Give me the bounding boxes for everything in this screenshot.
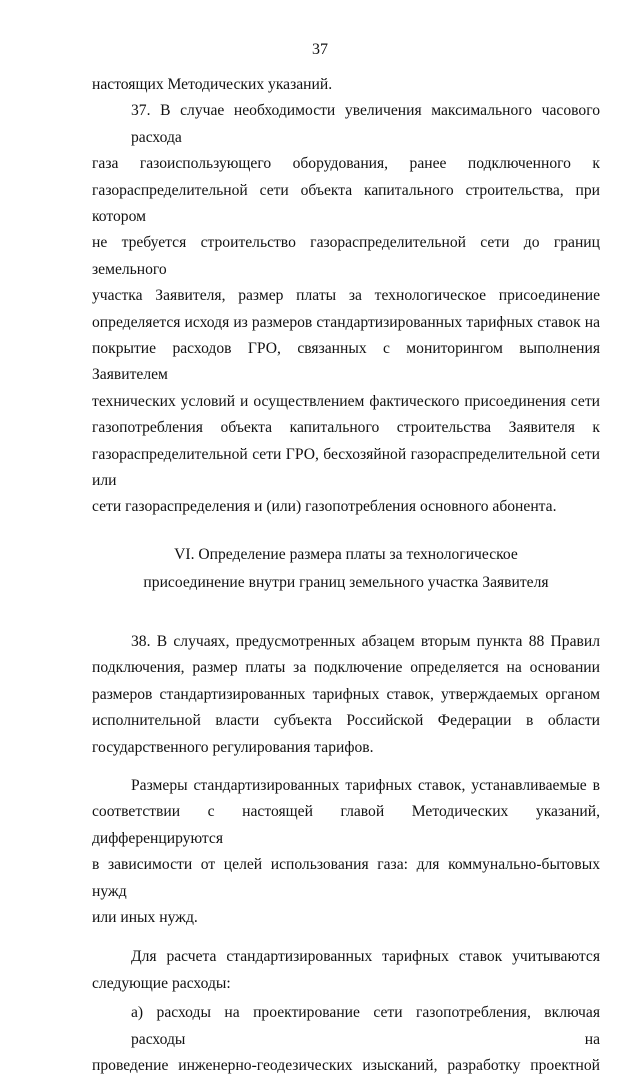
paragraph-calculation xyxy=(92,944,600,997)
text-line: покрытие расходов ГРО, связанных с мониторингом выполнения Заявителем xyxy=(92,340,600,384)
text-line: сети газораспределения и (или) газопотребления основного абонента. xyxy=(92,498,557,516)
paragraph-38 xyxy=(92,629,600,761)
text-line: или иных нужд. xyxy=(92,908,198,926)
text-line: технических условий и осуществлением фактического присоединения сети xyxy=(92,392,600,410)
text-line: государственного регулирования тарифов. xyxy=(92,738,374,756)
text-line: газораспределительной сети ГРО, бесхозяйной газораспределительной сети или xyxy=(92,445,600,490)
text-line: в зависимости от целей использования газа: для коммунально-бытовых нужд xyxy=(92,856,600,900)
text-line: Размеры стандартизированных тарифных ставок, устанавливаемые в xyxy=(131,776,600,794)
text-line: следующие расходы: xyxy=(92,974,231,992)
page-number: 37 xyxy=(312,41,328,58)
heading-line: присоединение внутри границ земельного участка Заявителя xyxy=(143,573,549,591)
section-heading xyxy=(92,541,600,597)
text-line: а) расходы на проектирование сети газопотребления, включая расходы на xyxy=(131,1004,600,1048)
text-line: настоящих Методических указаний. xyxy=(92,76,333,93)
text-line: размеров стандартизированных тарифных ставок, утверждаемых органом xyxy=(92,685,600,703)
continuation-line xyxy=(92,72,600,98)
text-line: газа газоиспользующего оборудования, ранее подключенного к xyxy=(92,155,600,173)
text-line: Для расчета стандартизированных тарифных ставок учитываются xyxy=(131,948,600,966)
document-body xyxy=(92,72,600,1079)
text-line: газораспределительной сети объекта капитального строительства, при котором xyxy=(92,181,600,226)
text-line: соответствии с настоящей главой Методических указаний, дифференцируются xyxy=(92,803,600,847)
text-line: определяется исходя из размеров стандартизированных тарифных ставок на xyxy=(92,313,600,331)
text-line: 38. В случаях, предусмотренных абзацем вторым пункта 88 Правил xyxy=(131,632,600,650)
text-line: не требуется строительство газораспределительной сети до границ земельного xyxy=(92,234,600,278)
text-line: исполнительной власти субъекта Российской Федерации в области xyxy=(92,712,600,730)
paragraph-item-a xyxy=(92,1000,600,1079)
text-line: газопотребления объекта капитального строительства Заявителя к xyxy=(92,419,600,437)
paragraph-tariff-sizes xyxy=(92,773,600,931)
heading-line: VI. Определение размера платы за технологическое xyxy=(174,545,518,563)
text-line: проведение инженерно-геодезических изысканий, разработку проектной xyxy=(92,1056,600,1074)
text-line: подключения, размер платы за подключение определяется на основании xyxy=(92,659,600,677)
text-line: 37. В случае необходимости увеличения максимального часового расхода xyxy=(131,102,600,146)
paragraph-37 xyxy=(92,98,600,521)
text-line: участка Заявителя, размер платы за технологическое присоединение xyxy=(92,287,600,305)
